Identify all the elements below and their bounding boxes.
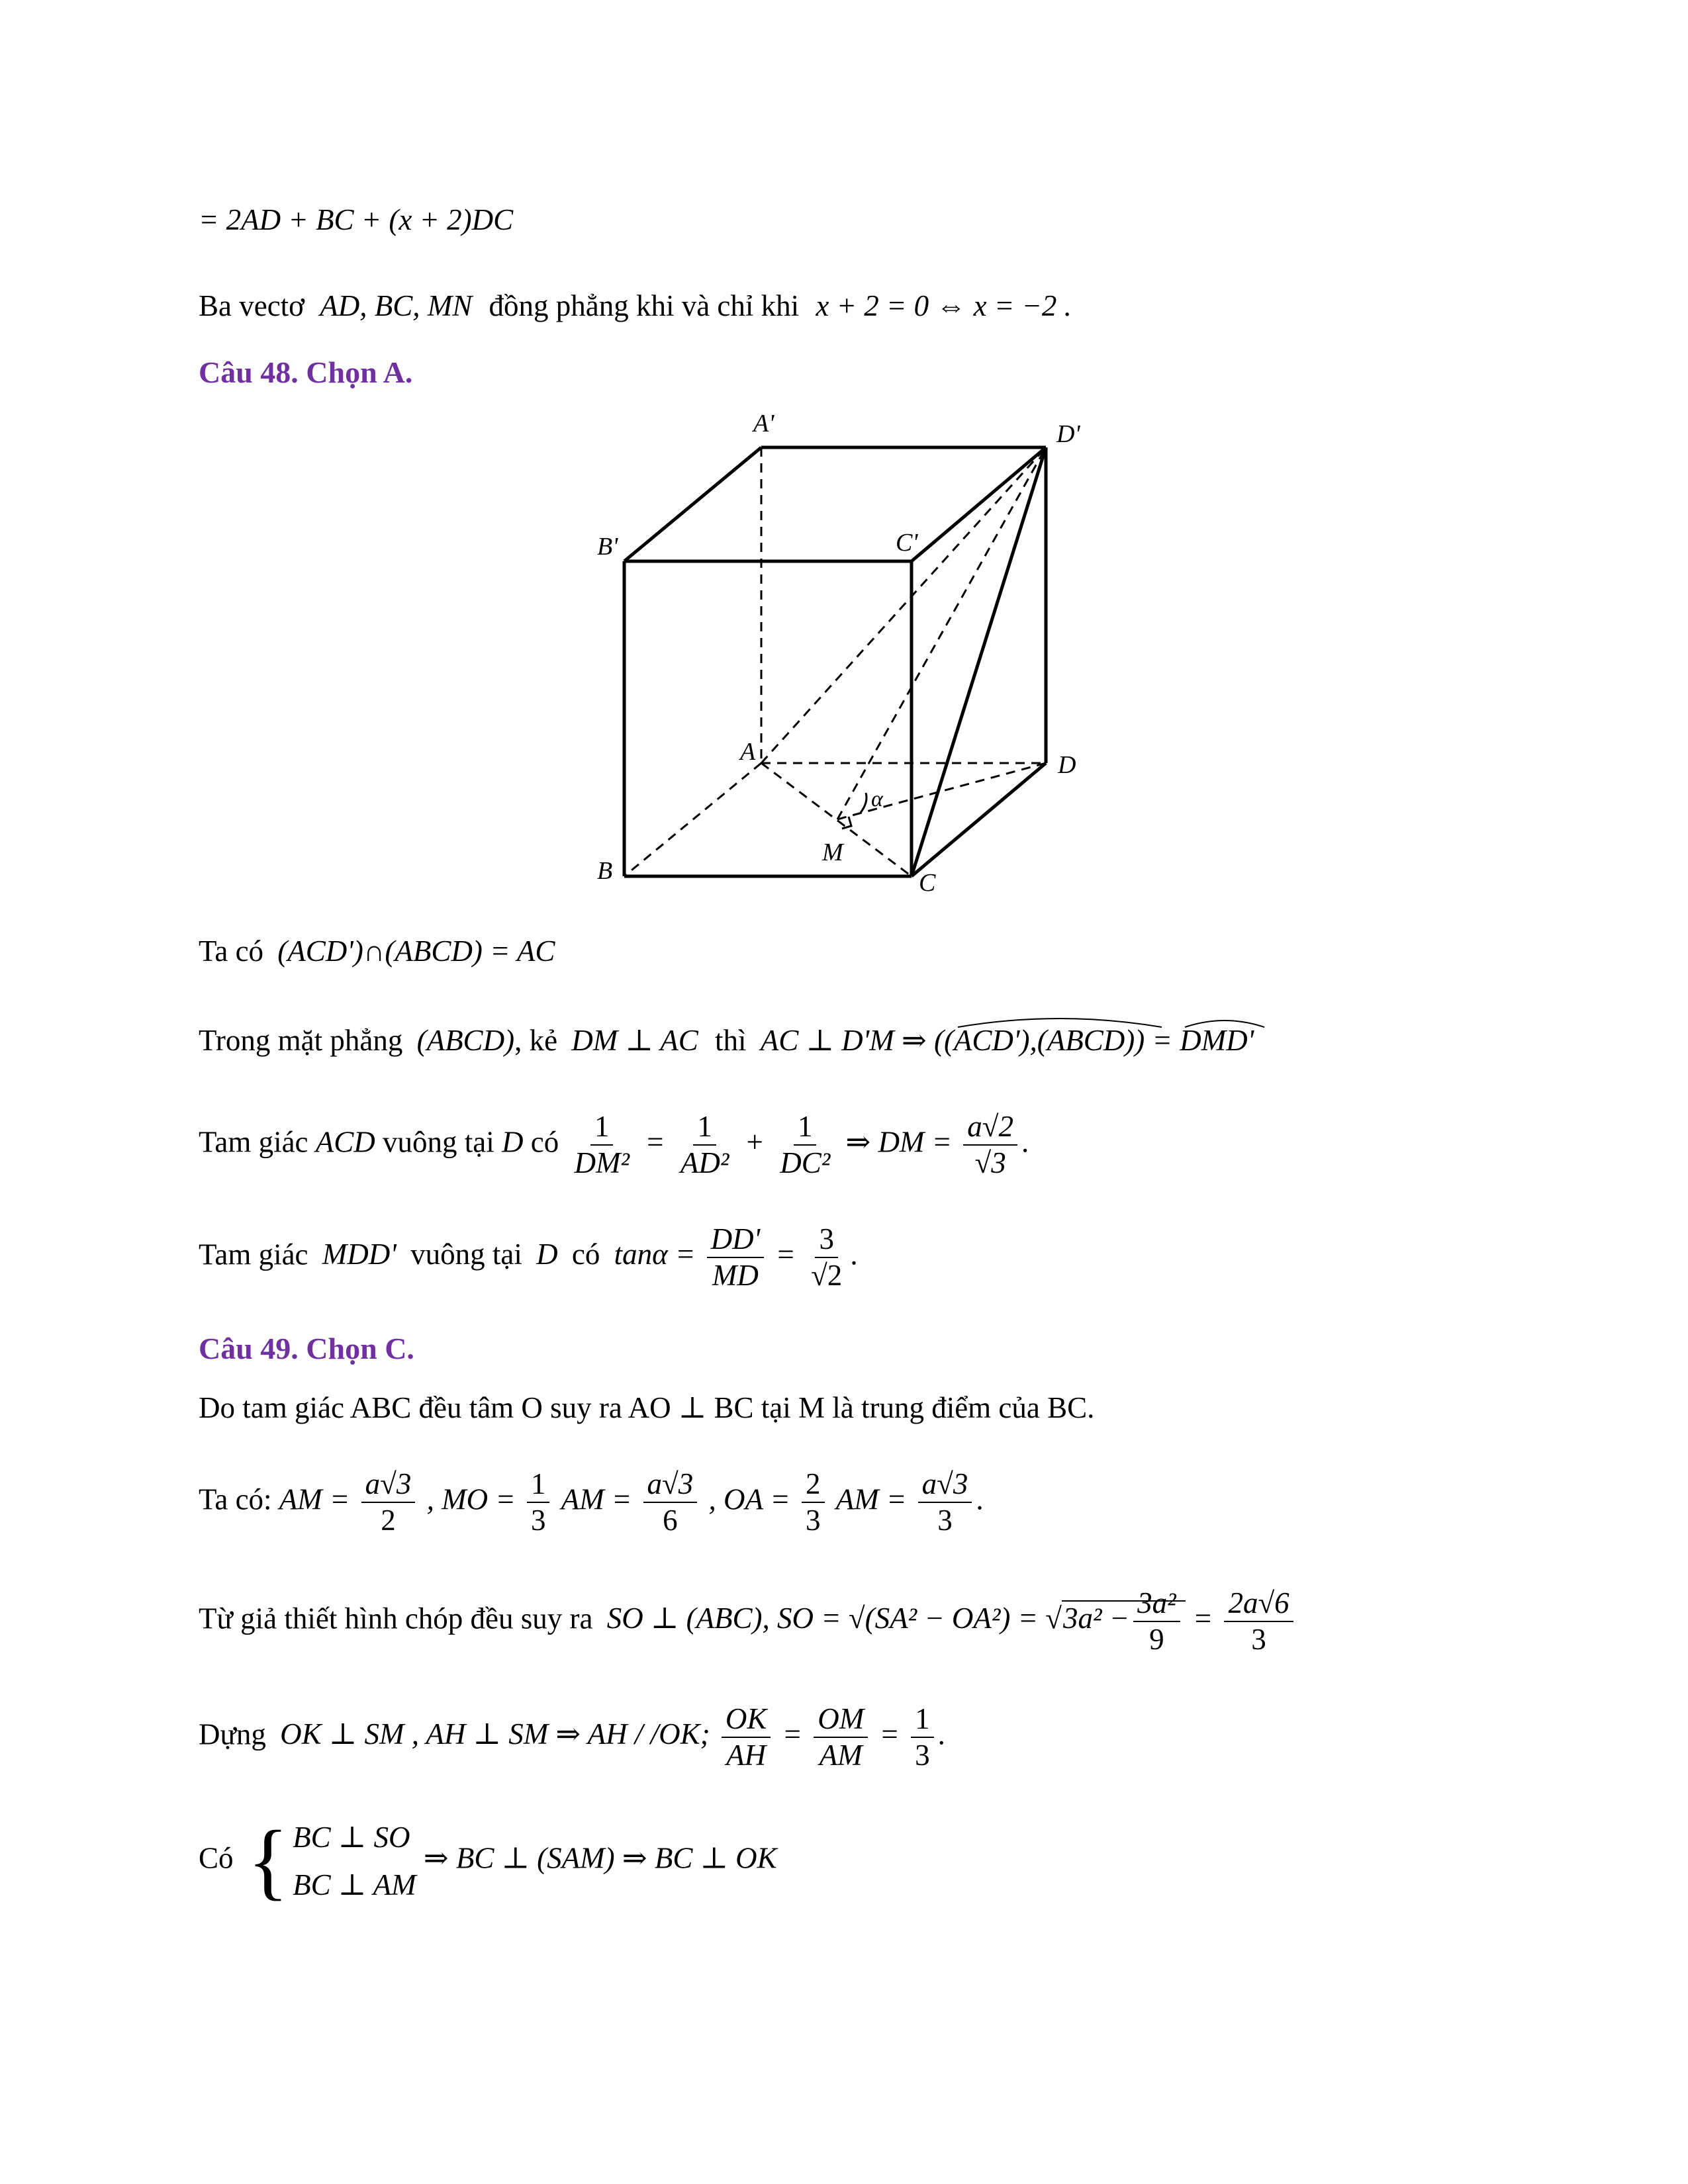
fraction: $\frac{1}{\text{DM²}}$ bbox=[574, 1110, 630, 1179]
q49-line-4: Dựng OK ⊥ SM , AH ⊥ SM ⇒ AH / /OK; $\frac{OK}{AH}$ = $\frac{OM}{AM}$ = $\frac{1}{3}$ . bbox=[199, 1702, 945, 1772]
fraction: $\frac{a√3}{6}$ bbox=[643, 1469, 698, 1535]
condition: x + 2 = 0 ⇔ x = −2 . bbox=[816, 289, 1072, 322]
cube-figure bbox=[583, 397, 1152, 900]
label-c: C bbox=[919, 869, 936, 897]
q48-line-4: Tam giác MDD' vuông tại D có tanα = $\frac{DD'}{MD}$ = $\frac{3}{√2}$ . bbox=[199, 1222, 858, 1292]
edge-ab bbox=[624, 763, 761, 876]
math: AM = bbox=[279, 1482, 350, 1516]
label-b-prime: B' bbox=[597, 533, 618, 561]
math: , OA = bbox=[708, 1482, 790, 1516]
math: = DMD' bbox=[1152, 1024, 1254, 1057]
fraction: $\frac{2}{3}$ bbox=[802, 1469, 825, 1535]
text: Ba vectơ bbox=[199, 289, 305, 322]
text: Trong mặt phẳng bbox=[199, 1024, 403, 1057]
text: Tam giác bbox=[199, 1238, 308, 1271]
fraction: $\frac{3}{√2}$ bbox=[811, 1222, 843, 1292]
edge-cd bbox=[912, 763, 1046, 876]
math: ACD bbox=[315, 1125, 375, 1159]
math: AC ⊥ D'M ⇒ bbox=[760, 1024, 927, 1057]
q49-line-3: Từ giả thiết hình chóp đều suy ra SO ⊥ (ABC), SO = √(SA² − OA²) = √3a² − $\frac{\text{3a²}}{9}$ = $\frac{2a√6}{3}$ bbox=[199, 1588, 1297, 1655]
fraction: $\frac{DD'}{MD}$ bbox=[707, 1224, 765, 1291]
coplanar-statement bbox=[199, 291, 1072, 321]
fraction: $\frac{1}{3}$ bbox=[911, 1704, 934, 1770]
q48-line-2 bbox=[199, 1026, 1254, 1056]
math: ⇒ DM = bbox=[845, 1125, 953, 1159]
text: , kẻ bbox=[514, 1024, 558, 1057]
math: MDD' bbox=[322, 1238, 397, 1271]
q49-line-2: Ta có: AM = $\frac{a√3}{2}$ , MO = $\frac{1}{3}$ AM = $\frac{a√3}{6}$ , OA = $\frac{2}{3}$ AM = $\frac{a√3}{3}$ . bbox=[199, 1467, 984, 1537]
label-c-prime: C' bbox=[896, 529, 918, 557]
math: SO ⊥ (ABC), SO = √(SA² − OA²) = bbox=[606, 1602, 1039, 1635]
math: ⇒ BC ⊥ (SAM) ⇒ BC ⊥ OK bbox=[423, 1841, 777, 1875]
angle-between-planes bbox=[934, 1026, 1145, 1056]
math: AM = bbox=[561, 1482, 632, 1516]
big-sqrt: √3a² − $\frac{\text{3a²}}{9}$ bbox=[1045, 1588, 1185, 1655]
label-m: M bbox=[822, 839, 843, 866]
math: (ACD')∩(ABCD) = AC bbox=[277, 934, 555, 968]
question-49-heading: Câu 49. Chọn C. bbox=[199, 1332, 414, 1365]
q49-line-1: Do tam giác ABC đều tâm O suy ra AO ⊥ BC tại M là trung điểm của BC. bbox=[199, 1391, 1095, 1424]
text: Tam giác bbox=[199, 1125, 308, 1159]
fraction: $\frac{a√3}{3}$ bbox=[918, 1469, 972, 1535]
text: Dựng bbox=[199, 1717, 266, 1751]
angle-dmd bbox=[1152, 1026, 1254, 1056]
fraction: $\frac{1}{\text{AD²}}$ bbox=[680, 1110, 729, 1179]
fraction: $\frac{2a√6}{3}$ bbox=[1224, 1588, 1293, 1655]
text: có bbox=[571, 1238, 600, 1271]
text: có bbox=[530, 1125, 559, 1159]
q48-line-1 bbox=[199, 936, 555, 966]
label-alpha: α bbox=[871, 787, 883, 811]
angle-arc bbox=[861, 793, 867, 813]
text: Ta có: bbox=[199, 1482, 272, 1516]
label-b: B bbox=[597, 857, 613, 885]
math: DM ⊥ AC bbox=[571, 1024, 698, 1057]
math: tanα = bbox=[614, 1238, 696, 1271]
label-d-prime: D' bbox=[1056, 420, 1080, 448]
math: D bbox=[536, 1238, 558, 1271]
edge-cd-top bbox=[912, 447, 1046, 561]
edge-cd-diag bbox=[912, 447, 1046, 876]
fraction: $\frac{OK}{AH}$ bbox=[722, 1704, 771, 1770]
equation-text: = 2AD + BC + (x + 2)DC bbox=[199, 203, 514, 236]
q48-line-3: Tam giác ACD vuông tại D có $\frac{1}{\text{DM²}}$ = $\frac{1}{\text{AD²}}$ + $\frac{1}{\text{DC²}}$ ⇒ DM = $\frac{a√2}{√3}$ . bbox=[199, 1110, 1029, 1179]
fraction: $\frac{OM}{AM}$ bbox=[814, 1704, 868, 1770]
fraction: $\frac{1}{3}$ bbox=[527, 1469, 550, 1535]
text: đồng phẳng khi và chỉ khi bbox=[489, 289, 800, 322]
math: (ABCD) bbox=[416, 1024, 515, 1057]
q49-line-5 bbox=[199, 1813, 777, 1909]
fraction: $\frac{a√3}{2}$ bbox=[361, 1469, 416, 1535]
label-a: A bbox=[740, 738, 756, 766]
label-d: D bbox=[1058, 751, 1076, 779]
math: , MO = bbox=[426, 1482, 516, 1516]
equation-line bbox=[199, 205, 513, 235]
math: ((ACD'),(ABCD)) bbox=[933, 1024, 1145, 1057]
text: Từ giả thiết hình chóp đều suy ra bbox=[199, 1602, 593, 1635]
text: vuông tại bbox=[383, 1125, 494, 1159]
edge-ba-top bbox=[624, 447, 761, 561]
condition-1: BC ⊥ SO bbox=[293, 1821, 410, 1854]
text: thì bbox=[715, 1024, 747, 1057]
math: OK ⊥ SM , AH ⊥ SM ⇒ AH / /OK; bbox=[280, 1717, 710, 1751]
fraction: $\frac{a√2}{√3}$ bbox=[963, 1112, 1017, 1178]
label-a-prime: A' bbox=[753, 410, 774, 437]
text: Có bbox=[199, 1841, 234, 1875]
condition-2: BC ⊥ AM bbox=[293, 1868, 416, 1901]
text: Ta có bbox=[199, 934, 264, 968]
text: vuông tại bbox=[410, 1238, 522, 1271]
fraction: $\frac{1}{\text{DC²}}$ bbox=[780, 1110, 831, 1179]
math: D bbox=[502, 1125, 524, 1159]
math: AM = bbox=[835, 1482, 907, 1516]
diag-ad bbox=[761, 447, 1046, 763]
vectors: AD, BC, MN bbox=[320, 289, 473, 322]
question-48-heading: Câu 48. Chọn A. bbox=[199, 355, 413, 389]
system-brace: { BC ⊥ SO BC ⊥ AM bbox=[247, 1813, 416, 1909]
